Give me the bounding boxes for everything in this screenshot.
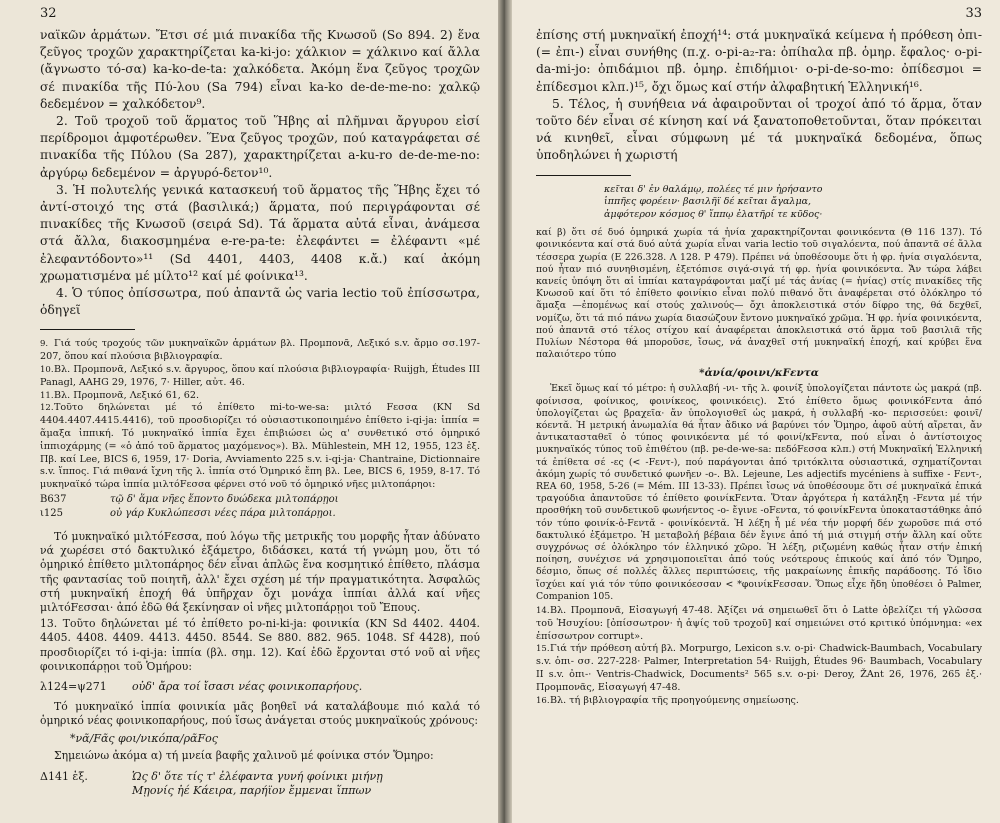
footnote: 12.Τοῦτο δηλώνεται μέ τό ἐπίθετο mi-to-we-sa: μιλτό Fεσσα (KN Sd 4404.4407.4415.4416), τοῦ προσδιορίζει τό οὐσιαστικοποιημένο ἐπίθετο i-qi-ja: ἱππία = ἅμαξα ἱππική. Τό μυκηναϊκό ἱππία ἔχει ἐπιβιώσει ὡς α' συνθετικό στό ὁμηρικό ἱππιοχάρμης (= «ὁ ἀπό τοῦ ἅρματος μαχόμενος»). Βλ. Mühlestein, MH 12, 1955, 123 ἑξ. Πβ. καί Lee, BICS 6, 1959, 17· Doria, Avviamento 225 s.v. i-qi-ja· Chantraine, Dictionnaire s.v. ἵππος. Γιά πιθανά ἴχνη τῆς λ. ἱππία στό Ὁμηρικό ἔπη βλ. Lee, BICS 6, 1959, 8-17. Τό μυκηναϊκό τώρα ἱππία μιλτόFεσσα φέρνει στό νοῦ τό ὁμηρικό νῆες μιλτοπάρηοι:: [40, 402, 480, 491]
left-paragraph: 4. Ὁ τύπος ὀπίσσωτρα, πού ἀπαντᾶ ὡς varia lectio τοῦ ἐπίσσωτρα, ὁδηγεῖ: [40, 286, 480, 318]
right-footnote-continuation: καί β) ὅτι σέ δυό ὁμηρικά χωρία τά ἡνία χαρακτηρίζονται φοινικόεντα (Θ 116 137). Τό φοινικόεντα καί στά δυό αὐτά χωρία εἶναι varia lectio τοῦ σιγαλόεντα, πού ἀπαντᾶ σέ ἄλλα τέσσερα χωρία (Ε 226.328. Λ 128. Ρ 479). Πρέπει νά ὑποθέσουμε ὅτι ἡ φρ. ἡνία σιγαλόεντα, πού ἦταν πιό συνηθισμένη, ἐξετόπισε σιγά-σιγά τή φρ. ἡνία φοινικόεντα. Ἄν τώρα λάβει κανείς ὑπόψη ὅτι αἱ ἱππίαι καταγράφονται μαζί μέ τάς ἀνίας (= ἡνίας) στίς πινακίδες τῆς Κνωσοῦ καί ὅτι τό ἐπίθετο φοινίκιο εἶναι πολύ πιθανό ὅτι ἀναφέρεται στό ὁλόκληρο τό ἅμαξα —ἐπομένως καί στούς χαλινούς— ὄχι ἀποκλειστικά στόν δίφρο της, θά δεχθεῖ, νομίζω, ὅτι τά πιό πάνω χωρία διασώζουν ἔντονο μυκηναϊκό χρῶμα. Ἡ φρ. ἡνία φοινικόεντα, πού ἀπαντᾶ στό τέλος στίχου καί ἀναφέρεται ἀποκλειστικά στό ἅρμα τοῦ βασιλιᾶ τῆς Πυλίων Νέστορα θά μποροῦσε, ἴσως, νά ἀναχθεῖ στή μυκηναϊκή ἐποχή, καί κρύβει ἕνα παλαιότερο τύπο: [536, 227, 982, 361]
left-footnotes: [40, 338, 480, 492]
right-page: [512, 0, 1000, 823]
homer-verse: κεῖται δ' ἐν θαλάμῳ, πολέες τέ μιν ἠρήσαντο ἱππῆες φορέειν· βασιλῆϊ δέ κεῖται ἄγαλμα, ἀμφότερον κόσμος θ' ἵππῳ ἐλατῆρί τε κῦδος·: [604, 183, 823, 220]
left-footnote-continuation: Τό μυκηναϊκό μιλτόFεσσα, πού λόγω τῆς μετρικῆς του μορφῆς ἦταν ἀδύνατο νά χωρέσει στό δακτυλικό ἑξάμετρο, διδάσκει, κατά τή γνώμη μου, ὅτι τό ὁμηρικό ἐπίθετο μιλτοπάρηος δέν εἶναι ἁπλῶς ἕνα κοσμητικό ἐπίθετο, πλάσμα τῆς φαντασίας τοῦ ποιητῆ, ἀλλ' ἔχει σχέση μέ τήν πραγματικότητα. Ἀσφαλῶς στή μυκηναϊκή ἐποχή θά ὑπῆρχαν ὄχι μονάχα ἱππίαι ἀλλά καί νῆες μιλτόFεσσαι· ἀπό ἐδῶ θά ξεκίνησαν οἱ νῆες μιλτοπάρῃοι τοῦ Ἔπους. 13. Τοῦτο δηλώνεται μέ τό ἐπίθετο po-ni-ki-ja: φοινικία (KN Sd 4402. 4404. 4405. 4408. 4409. 4413. 4450. 8544. Se 880. 882. 965. 1048. Sf 4428), πού προσδιορίζει τό i-qi-ja: ἱππία (βλ. σημ. 12). Καί ἐδῶ ἔρχονται στό νοῦ αἱ νῆες φοινικοπάρῃοι τοῦ Ὁμήρου:: [40, 530, 480, 673]
right-footnote-continuation: Ἐκεῖ ὅμως καί τό μέτρο: ἡ συλλαβή -νι- τῆς λ. φοινίξ ὑπολογίζεται πάντοτε ὡς μακρά (πβ. φοίνισσα, φοίνικος, φοινίκεος, φοινικόεις). Στό ἐπίθετο ὅμως φοινικόFεντα ἀπό ὑπολογίζεται ὡς βραχεῖα· ἄν ὑπολογισθεῖ ὡς μακρά, ἡ συλλαβή -κο- περισσεύει: φοινῖ/κόεντᾰ. Ἡ μετρική ἀνωμαλία θά ἦταν ἄδικο νά βαρύνει τόν Ὅμηρο, ἀφοῦ αὐτή αἴρεται, ἄν ἀντικατασταθεῖ ὁ τύπος φοινικόεντα μέ τό φοινί/κFεντα, πού εἶναι ὁ ἀντίστοιχος μυκηναϊκός τύπος τοῦ ἐπιθέτου (πβ. pe-de-we-sa: πεδόFεσσα κλπ.) στή Μυκηναϊκή Ἑλληνική τά ἐπίθετα σέ -ες (< -Fεντ-), πού παράγονται ἀπό τριτόκλιτα οὐσιαστικά, σχηματίζονται ἀκόμη χωρίς τό συνδετικό φωνῆεν -ο-. Βλ. Lejeune, Les adjectifs mycéniens à suffixe - Fεντ-, REA 60, 1958, 5-26 (= Mém. III 13-33). Πρέπει ἴσως νά ὑποθέσουμε ὅτι σέ μυκηναϊκά ἐπικά τραγούδια ἀπαντοῦσε τό ἐπίθετο φοινίκFεντα. Ὅταν ἀργότερα ἡ κατάληξη -Fεντα μέ τήν προσθήκη τοῦ συνδετικοῦ φωνήεντος -ο- ἔγινε -oFεντα, τό φοινίκFεντα ὑποκαταστάθηκε ἀπό τόν τύπο φοινίκ-ὁ-Fεντᾰ - φοινίκόεντᾰ. Ἡ λέξη ἦ μέ νέα τήν μορφή δέν χωροῦσε πιά στό δακτυλικό ἑξάμετρο. Ἡ μεταβολή βέβαια δέν ἔγινε ἀπό τή μιά στιγμή στήν ἄλλη καί οὔτε συγχρόνως σέ ὁλόκληρο τόν ἑλληνικό χῶρο. Ἡ λέξη, ριζωμένη καθώς ἦταν στήν ἐπική ποίηση, συνέχισε νά χρησιμοποιεῖται ἀπό τούς νεότερους ἐπικούς καί ἀπό τόν Ὅμηρο, δέσμιο, ὅπως σέ πολλές ἄλλες περιπτώσεις, τῆς μακραίωνης ἐπικῆς παράδοσης. Τό ἴδιο ἴσχύει καί γιά τόν τύπο φοινικόεσσαν < *φοινίκFεσσαν. Ὅπως εἶχε ἤδη ὑποθέσει ὁ Palmer, Companion 105.: [536, 383, 982, 602]
footnote-rule: [40, 329, 135, 330]
footnote: 11.Βλ. Προμπονᾶ, Λεξικό 61, 62.: [40, 389, 200, 401]
right-paragraph: 5. Τέλος, ἡ συνήθεια νά ἀφαιροῦνται οἱ τροχοί ἀπό τό ἅρμα, ὅταν τοῦτο δέν εἶναι σέ κίνηση καί νά ξανατοποθετοῦνται, ὅταν πρόκειται νά κινηθεῖ, εἶναι σύμφωνη μέ τά μυκηναϊκά δεδομένα, ὅπως ὑποδηλώνει ἡ χωριστή: [536, 96, 982, 163]
left-footnote-continuation: Σημειώνω ἀκόμα α) τή μνεία βαφῆς χαλινοῦ μέ φοίνικα στόν Ὅμηρο:: [54, 749, 434, 763]
footnote: 15.Γιά τήν πρόθεση αὐτή βλ. Morpurgo, Lexicon s.v. o-pi· Chadwick-Baumbach, Vocabulary s.v. ὀπι- σσ. 227-228· Palmer, Interpretation 54· Ruijgh, Études 96· Baumbach, Vocabulary II s.v. ὀπι-· Ventris-Chadwick, Documents² 565 s.v. o-pi· Deroy, ŽAnt 26, 1976, 265 ἑξ.· Προμπονᾶς, Εἰσαγωγή 47-48.: [536, 643, 982, 693]
left-paragraph: ναϊκῶν ἁρμάτων. Ἔτσι σέ μιά πινακίδα τῆς Κνωσοῦ (So 894. 2) ἕνα ζεῦγος τροχῶν χαρακτηρίζεται ka-ki-jo: χάλκιον = χάλκινο καί ἄλλα (ἄγνωστο τό-σα) ka-ko-de-ta: χαλκόδετα. Ἀκόμη ἕνα ζεῦγος τροχῶν σέ πινακίδα τῆς Πύ-λου (Sa 794) εἶναι ka-ko de-de-me-no: χαλκῷ δεδεμένον = χαλκόδετον⁹.: [40, 28, 480, 111]
left-footnote-continuation: Τό μυκηναϊκό ἱππία φοινικία μᾶς βοηθεῖ νά καταλάβουμε πιό καλά τό ὁμηρικό νέας φοινικοπαρήους, πού ἴσως ἀνάγεται στούς μυκηναϊκούς χρόνους:: [40, 700, 480, 728]
footnote-rule: [536, 175, 631, 176]
reconstructed-form: *νᾶ/Fᾶς φοι/νικόπα/ρᾶFος: [70, 732, 218, 746]
right-body: [536, 27, 982, 165]
left-page: [0, 0, 498, 823]
left-body: [40, 27, 480, 319]
page-number-left: 32: [40, 6, 57, 21]
homer-quote: λ124=ψ271 οὐδ' ἄρα τοί ἴσασι νέας φοινικοπαρήους.: [40, 680, 363, 694]
footnote: 14.Βλ. Προμπονᾶ, Εἰσαγωγή 47-48. Ἀξίζει νά σημειωθεῖ ὅτι ὁ Latte ὀβελίζει τή γλῶσσα τοῦ Ἡσυχίου: [ὀπίσσωτρον· ἡ ἁψίς τοῦ τροχοῦ] καί σημειώνει στό κριτικό ὑπόμνημα: «ex ἐπίσσωτρον corrupt».: [536, 605, 982, 642]
left-paragraph: 3. Ἡ πολυτελής γενικά κατασκευή τοῦ ἅρματος τῆς Ἥβης ἔχει τό ἀντί-στοιχό της στά (βασιλικά;) ἅρματα, πού περιγράφονται σέ πινακίδες τῆς Κνωσοῦ (σειρά Sd). Τά ἅρματα αὐτά εἶναι, ἀνάμεσα στά ἄλλα, διακοσμημένα e-re-pa-te: ἐλεφάντει = ἐλέφαντι «μέ ἐλεφαντόδοντο»¹¹ (Sd 4401, 4403, 4408 κ.ἄ.) καί ἀκόμη χρωματισμένα μέ μίλτο¹² καί μέ φοίνικα¹³.: [40, 182, 480, 283]
left-paragraph: 2. Τοῦ τροχοῦ τοῦ ἅρματος τοῦ Ἥβης αἱ πλῆμναι ἄργυρου εἰσί περίδρομοι ἀμφοτέρωθεν. Ἕνα ζεῦγος τροχῶν, πού καταγράφεται σέ πινακίδα τῆς Πύλου (Sa 287), χαρακτηρίζεται a-ku-ro de-de-me-no: ἀργύρῳ δεδεμένον = ἀργυρό-δετον¹⁰.: [40, 114, 480, 180]
homer-citation: B637 τῷ δ' ἅμα νῆες ἕποντο δυώδεκα μιλτοπάρῃοι: [40, 494, 339, 506]
footnote: 9. Γιά τούς τροχούς τῶν μυκηναϊκῶν ἁρμάτων βλ. Προμπονᾶ, Λεξικό s.v. ἄρμο σσ.197-207, ὅπου καί πλούσια βιβλιογραφία.: [40, 338, 480, 363]
homer-citation: ι125 οὐ γάρ Κυκλώπεσσι νέες πάρα μιλτοπάρῃοι.: [40, 508, 336, 520]
book-gutter: [498, 0, 512, 823]
reconstructed-form-heading: *ἀνία/φοινι/κFεντα: [699, 367, 819, 380]
page-number-right: 33: [965, 6, 982, 21]
right-paragraph: ἐπίσης στή μυκηναϊκή ἐποχή¹⁴: στά μυκηναϊκά κείμενα ἡ πρόθεση ὀπι- (= ἐπι-) εἶναι συνήθης (π.χ. o-pi-a₂-ra: ὀπίhαλα πβ. ὁμηρ. ἔφαλος· o-pi-da-mi-jo: ὀπιδάμιοι πβ. ὁμηρ. ἐπιδήμιοι· o-pi-de-so-mo: ὀπίδεσμοι = ἐπίδεσμοι κλπ.)¹⁵, ὄχι ὅμως καί στήν ἀλφαβητική Ἑλληνική¹⁶.: [536, 28, 982, 94]
footnote: 10.Βλ. Προμπονᾶ, Λεξικό s.v. ἄργυρος, ὅπου καί πλούσια βιβλιογραφία· Ruijgh, Études III Panagl, AAHG 29, 1976, 7· Hiller, αὐτ. 46.: [40, 364, 480, 388]
footnote: 16.Βλ. τή βιβλιογραφία τῆς προηγούμενης σημείωσης.: [536, 694, 799, 706]
homer-quote: Δ141 ἑξ. Ὡς δ' ὅτε τίς τ' ἐλέφαντα γυνή φοίνικι μιήνῃ Μῃονίς ἠέ Κάειρα, παρήϊον ἔμμεναι ἵππων: [40, 769, 383, 797]
right-footnotes: [536, 605, 982, 707]
